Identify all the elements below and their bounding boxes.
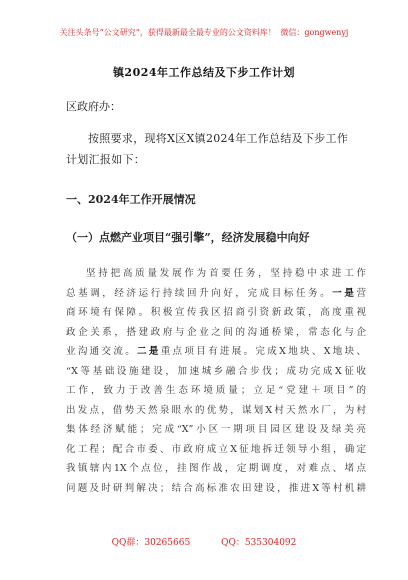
body-line: [66, 362, 366, 382]
subsection-heading: （一）点燃产业项目“强引擎”，经济发展稳中向好: [66, 231, 310, 244]
body-line: [66, 479, 366, 499]
intro-paragraph: [66, 128, 366, 170]
intro-line: 按照要求，现将X区X镇2024年工作总结及下步工作: [88, 132, 349, 145]
body-text: 政企关系，搭建政府与企业之间的沟通桥梁，常态化与企: [66, 326, 366, 338]
body-text: 工作，致力于改善生态环境质量；立足“党建＋项目”的: [66, 385, 366, 396]
body-text: 问题及时研判解决；结合高标准农田建设，推进X等村机耕: [66, 482, 366, 494]
body-emphasis: 一是: [332, 287, 357, 299]
body-text: 总基调，经济运行持续回升向好，完成目标任务。: [66, 287, 333, 299]
body-line: [66, 323, 366, 343]
addressee: 区政府办：: [66, 100, 121, 113]
document-title: 镇2024年工作总结及下步工作计划: [112, 66, 296, 79]
footer-contacts: [0, 535, 408, 548]
body-text: 集体经济赋能；完成“X”小区一期项目园区建设及绿美亮: [66, 424, 366, 435]
body-text: 坚持把高质量发展作为首要任务，坚持稳中求进工作: [86, 268, 366, 279]
body-line: [66, 459, 366, 479]
body-line: [66, 381, 366, 401]
body-line: [66, 420, 366, 440]
body-text: 重点项目有进展。完成X地块、X地块、: [160, 346, 366, 357]
body-line: [66, 264, 366, 284]
body-line: [66, 440, 366, 460]
intro-line: 计划汇报如下：: [66, 153, 146, 166]
body-line: [66, 342, 366, 362]
header-banner: [0, 27, 408, 38]
body-line: [66, 284, 366, 304]
body-text: 化工程；配合市委、市政府成立X征地拆迁领导小组，确定: [66, 443, 366, 455]
body-text: 我镇辖内1X个点位，挂图作战，定期调度，对难点、堵点: [66, 463, 366, 474]
footer-qq-group: QQ群：30265665: [111, 538, 191, 548]
body-line: [66, 303, 366, 323]
body-paragraph: [66, 264, 366, 498]
body-emphasis: 二是: [137, 346, 161, 357]
body-text: “X等基础设施建设，加速城乡融合步伐；成功完成X征收: [66, 365, 366, 377]
footer-qq: QQ：535304092: [221, 538, 297, 548]
body-text: 出发点，借势天然泉眼水的优势，谋划X村天然水厂，为村: [66, 404, 366, 416]
banner-slogan: 关注头条号“公文研究”，获得最新最全最专业的公文资料库！: [59, 28, 276, 37]
section-heading: 一、2024年工作开展情况: [66, 193, 196, 206]
body-text: 业沟通交流。: [66, 346, 138, 357]
body-text: 营: [356, 287, 366, 299]
banner-wechat: 微信：gongwenyj: [280, 28, 349, 37]
body-text: 商环境有保障。积极宣传我区招商引资新政策，高度重视: [66, 307, 366, 318]
body-line: [66, 401, 366, 421]
